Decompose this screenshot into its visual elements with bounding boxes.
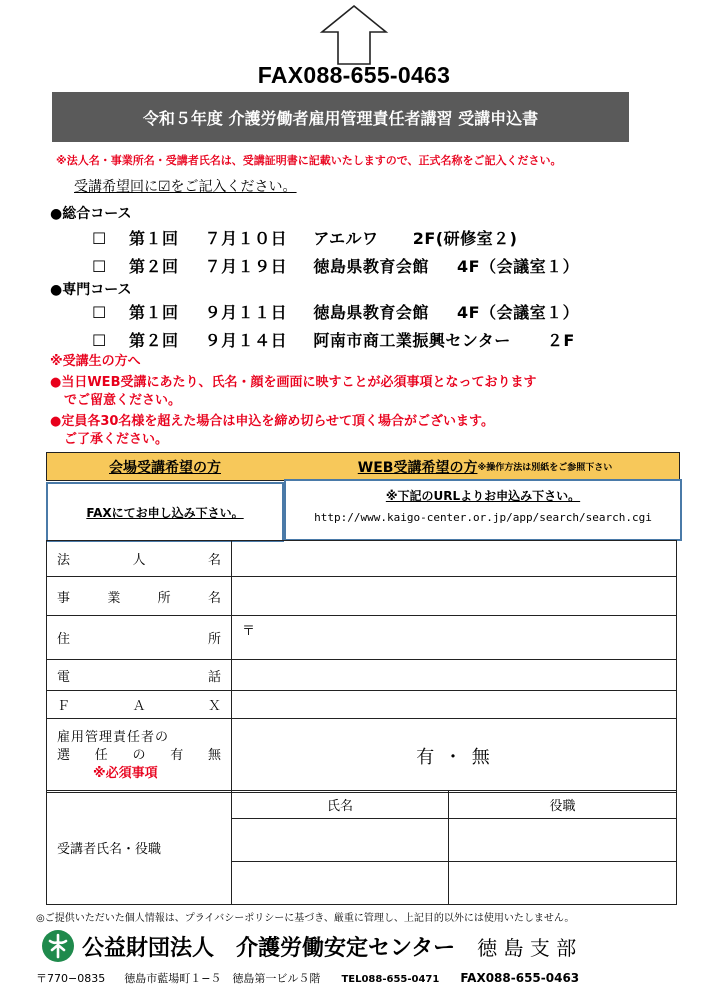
- application-form-table: [46, 540, 677, 793]
- manager-appointment-label: 雇用管理責任者の 選 任 の 有 無 ※必須事項: [47, 719, 232, 793]
- session-room: ２F: [546, 331, 575, 350]
- address-field[interactable]: [232, 616, 677, 660]
- session-date: ９月１４日: [204, 331, 288, 350]
- office-name-label: 事 業 所 名: [47, 577, 232, 616]
- web-option-note: ※操作方法は別紙をご参照下さい: [477, 463, 613, 473]
- phone-field[interactable]: [232, 660, 677, 691]
- attendee-table: [46, 790, 677, 905]
- fax-label: Ｆ Ａ Ｘ: [47, 691, 232, 719]
- corp-name-field[interactable]: [232, 541, 677, 577]
- branch-name: 徳 島 支 部: [477, 935, 577, 960]
- address-label: 住 所: [47, 616, 232, 660]
- general-course-heading: ●総合コース: [50, 206, 132, 222]
- form-title: 令和５年度 介護労働者雇用管理責任者講習 受講申込書: [52, 92, 629, 142]
- attendee-position-field[interactable]: [449, 819, 677, 862]
- specialized-course-heading: ●専門コース: [50, 282, 132, 298]
- attendee-name-field[interactable]: [232, 819, 449, 862]
- official-name-notice: ※法人名・事業所名・受講者氏名は、受講証明書に記載いたしますので、正式名称をご記入ください。: [56, 154, 562, 167]
- corp-name-label: 法 人 名: [47, 541, 232, 577]
- col-position-header: 役職: [449, 791, 677, 819]
- fax-application-box: FAXにてお申し込み下さい。: [46, 482, 284, 542]
- privacy-note: ◎ご提供いただいた個人情報は、プライバシーポリシーに基づき、厳重に管理し、上記目的以外には使用いたしません。: [36, 913, 575, 924]
- fax-field[interactable]: [232, 691, 677, 719]
- session-date: ９月１１日: [204, 303, 288, 322]
- tel-number: TEL088-655-0471: [341, 974, 440, 985]
- session-room: 2F(研修室２): [412, 229, 518, 248]
- required-mark: ※必須事項: [93, 765, 158, 781]
- session-round: 第１回: [129, 229, 179, 248]
- office-name-field[interactable]: [232, 577, 677, 616]
- attendee-name-field[interactable]: [232, 862, 449, 905]
- session-venue: 徳島県教育会館: [313, 303, 429, 322]
- session-row: [92, 226, 517, 249]
- session-room: 4F（会議室１）: [457, 303, 580, 322]
- attendee-position-field[interactable]: [449, 862, 677, 905]
- session-row: [92, 254, 579, 277]
- session-date: ７月１０日: [204, 229, 288, 248]
- session-round: 第２回: [129, 257, 179, 276]
- checkbox-instruction: 受講希望回に☑をご記入ください。: [74, 179, 297, 195]
- attendee-notes-heading: ※受講生の方へ: [50, 354, 141, 369]
- web-url-link[interactable]: http://www.kaigo-center.or.jp/app/search/search.cgi: [314, 511, 652, 524]
- session-round: 第１回: [129, 303, 179, 322]
- session-date: ７月１９日: [204, 257, 288, 276]
- session-round: 第２回: [129, 331, 179, 350]
- session-venue: 阿南市商工業振興センター: [313, 331, 511, 350]
- organization-logo-icon: [40, 928, 76, 964]
- session-checkbox[interactable]: ☐: [92, 229, 107, 248]
- venue-option-label: 会場受講希望の方: [109, 459, 221, 476]
- session-checkbox[interactable]: ☐: [92, 331, 107, 350]
- web-note-line1: ●当日WEB受講にあたり、氏名・顔を画面に映すことが必須事項となっております: [50, 375, 537, 390]
- street-address: 徳島市藍場町１−５ 徳島第一ビル５階: [124, 972, 321, 985]
- capacity-note-line1: ●定員各30名様を超えた場合は申込を締め切らせて頂く場合がございます。: [50, 414, 495, 429]
- attendee-label: 受講者氏名・役職: [47, 791, 232, 905]
- session-row: [92, 300, 579, 323]
- manager-yes-no-field[interactable]: 有 ・ 無: [232, 719, 677, 793]
- session-room: 4F（会議室１）: [457, 257, 580, 276]
- fax-number: FAX088-655-0463: [460, 971, 580, 985]
- capacity-note-line2: ご了承ください。: [64, 432, 169, 447]
- session-venue: アエルワ: [313, 229, 379, 248]
- col-name-header: 氏名: [232, 791, 449, 819]
- web-note-line2: でご留意ください。: [64, 393, 182, 408]
- session-checkbox[interactable]: ☐: [92, 257, 107, 276]
- session-checkbox[interactable]: ☐: [92, 303, 107, 322]
- contact-line: [36, 970, 579, 986]
- session-row: [92, 328, 575, 351]
- up-arrow-icon: [318, 4, 390, 66]
- postal-mark: 〒: [242, 624, 256, 639]
- org-type: 公益財団法人: [82, 935, 215, 961]
- attendance-options-bar: [46, 452, 680, 481]
- session-venue: 徳島県教育会館: [313, 257, 429, 276]
- postal-code: 〒770−0835: [36, 972, 106, 985]
- web-instruction: ※下記のURLよりお申込み下さい。: [385, 489, 581, 503]
- organization-name: [40, 928, 576, 964]
- phone-label: 電 話: [47, 660, 232, 691]
- org-title: 介護労働安定センター: [236, 935, 456, 961]
- web-option-label: WEB受講希望の方 ※操作方法は別紙をご参照下さい: [357, 459, 613, 476]
- fax-number-header: FAX088-655-0463: [257, 62, 451, 88]
- web-application-box: [284, 479, 682, 541]
